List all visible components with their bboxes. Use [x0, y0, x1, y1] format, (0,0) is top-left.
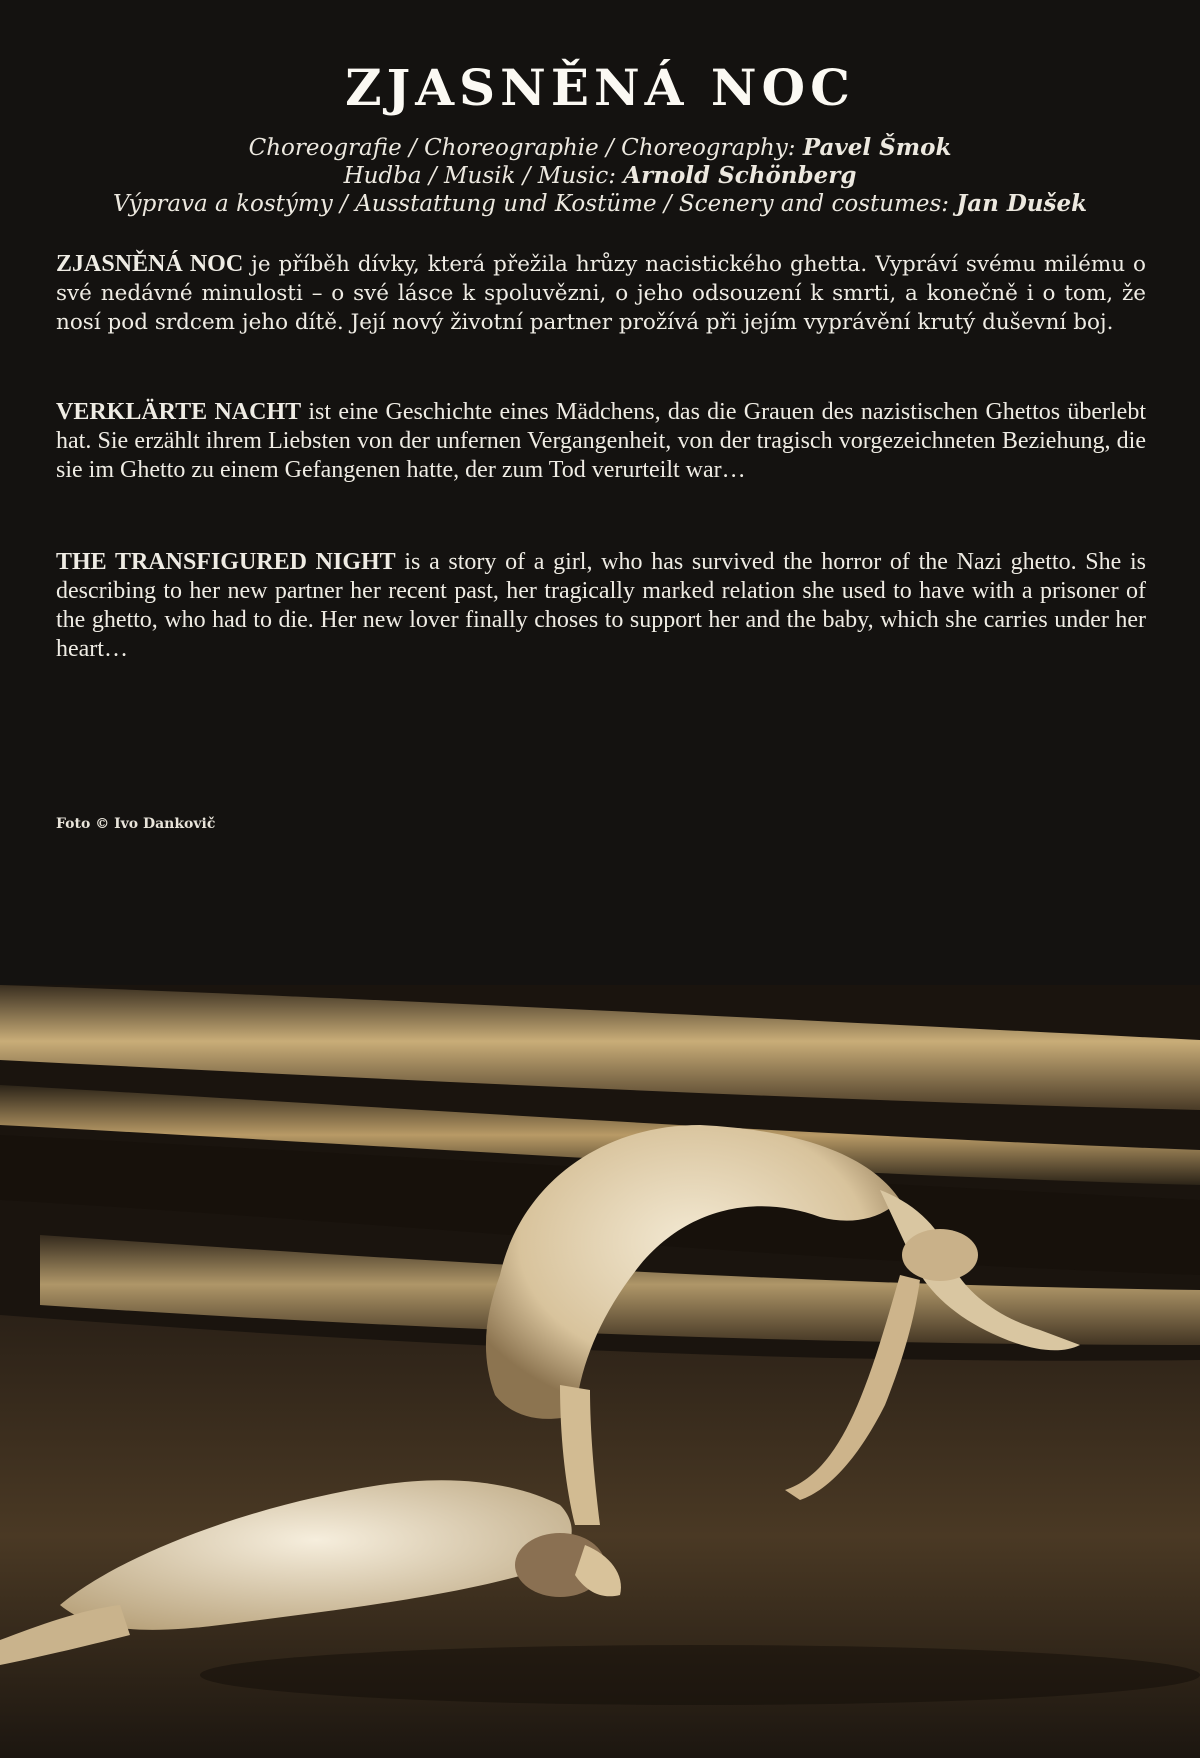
- paragraph-german-lead: VERKLÄRTE NACHT: [56, 399, 302, 425]
- paragraph-german-text: ist eine Geschichte eines Mädchens, das die Grauen des nazistischen Ghettos überlebt hat. Sie erzählt ihrem Liebsten von der unfernen Vergangenheit, von der tragisch vorgezeichneten Beziehung, die sie im Ghetto zu einem Gefangenen hatte, der zum Tod verurteilt war…: [56, 399, 1147, 483]
- paragraph-czech-text: je příběh dívky, která přežila hrůzy nacistického ghetta. Vypráví svému milému o své nedávné minulosti – o své lásce k spoluvězni, o jeho odsouzení k smrti, a konečně i o tom, že nosí pod srdcem jeho dítě. Její nový životní partner prožívá při jejím vyprávění krutý duševní boj.: [56, 252, 1147, 335]
- credit-scenery: [0, 190, 1200, 218]
- page-title: ZJASNĚNÁ NOC: [345, 58, 855, 117]
- credit-music-name: Arnold Schönberg: [623, 162, 857, 189]
- paragraph-czech-lead: ZJASNĚNÁ NOC: [56, 251, 244, 277]
- credits-block: [0, 134, 1200, 218]
- credit-scenery-label: Výprava a kostýmy / Ausstattung und Kostüme / Scenery and costumes:: [112, 191, 950, 217]
- paragraph-german: [56, 398, 1146, 485]
- dancer-head: [902, 1229, 978, 1281]
- floor-shadow: [200, 1645, 1200, 1705]
- paragraph-english-text: is a story of a girl, who has survived the horror of the Nazi ghetto. She is describing to her new partner her recent past, her tragically marked relation she used to have with a prisoner of the ghetto, who had to die. Her new lover finally choses to support her and the baby, which she carries under her heart…: [56, 549, 1146, 662]
- credit-choreography: [0, 134, 1200, 162]
- paragraph-english: [56, 548, 1146, 664]
- credit-music-label: Hudba / Musik / Music:: [343, 163, 616, 189]
- credit-choreography-label: Choreografie / Choreographie / Choreography:: [248, 135, 796, 161]
- credit-scenery-name: Jan Dušek: [956, 190, 1088, 217]
- photo-credit: Foto © Ivo Dankovič: [56, 816, 216, 832]
- dance-photograph: [0, 985, 1200, 1758]
- paragraph-english-lead: THE TRANSFIGURED NIGHT: [56, 549, 396, 575]
- credit-music: [0, 162, 1200, 190]
- credit-choreography-name: Pavel Šmok: [802, 134, 952, 161]
- dance-photograph-illustration: [0, 985, 1200, 1758]
- paragraph-czech: [56, 250, 1146, 337]
